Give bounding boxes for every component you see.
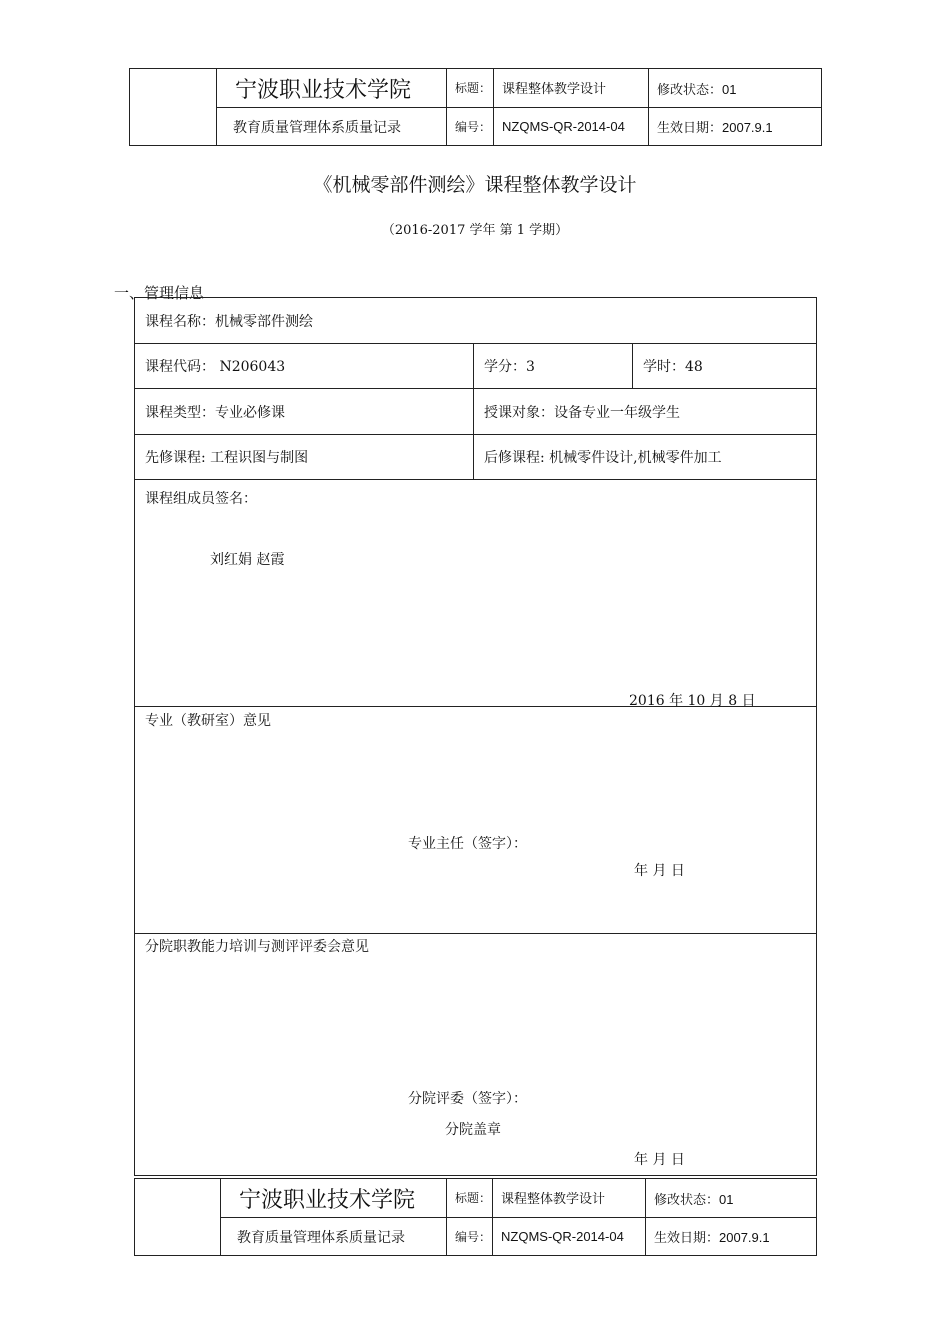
quality-system-bottom: 教育质量管理体系质量记录: [221, 1218, 447, 1256]
members-signatures: 刘红娟 赵霞: [210, 552, 285, 568]
document-title: 《机械零部件测绘》课程整体教学设计: [313, 174, 637, 196]
revision-status-bottom: 修改状态：01: [646, 1179, 817, 1218]
title-label: 标题：: [447, 69, 494, 108]
title-value-bottom: 课程整体教学设计: [493, 1179, 646, 1218]
code-label: 编号：: [447, 108, 494, 146]
title-label-bottom: 标题：: [447, 1179, 493, 1218]
section-heading: 一、管理信息: [114, 284, 205, 302]
header-table-top: [129, 68, 822, 146]
members-date: 2016 年 10 月 8 日: [629, 693, 756, 709]
effective-date-bottom: 生效日期：2007.9.1: [646, 1218, 817, 1256]
prerequisite-course: 先修课程: 工程识图与制图: [135, 435, 474, 480]
department-director-signature: 专业主任（签字）：: [408, 836, 527, 852]
document-subtitle: （2016-2017 学年 第 1 学期）: [381, 223, 569, 238]
department-opinion-label: 专业（教研室）意见: [145, 713, 271, 729]
footer-blank-cell: [135, 1179, 221, 1256]
header-blank-cell: [130, 69, 217, 146]
code-value: NZQMS-QR-2014-04: [494, 108, 649, 146]
course-audience: 授课对象：设备专业一年级学生: [474, 389, 817, 435]
followup-course: 后修课程: 机械零件设计,机械零件加工: [474, 435, 817, 480]
department-opinion-section: [135, 707, 817, 934]
title-value: 课程整体教学设计: [494, 69, 649, 108]
college-stamp: 分院盖章: [445, 1122, 501, 1138]
department-date: 年 月 日: [634, 863, 685, 879]
management-info-table: [134, 297, 817, 1176]
college-date: 年 月 日: [634, 1152, 685, 1168]
header-table-bottom: [134, 1178, 817, 1256]
revision-status: 修改状态：01: [649, 69, 822, 108]
members-section: [135, 480, 817, 707]
course-type: 课程类型：专业必修课: [135, 389, 474, 435]
college-committee-label: 分院职教能力培训与测评评委会意见: [145, 939, 369, 955]
school-name-bottom: 宁波职业技术学院: [221, 1179, 447, 1218]
quality-system: 教育质量管理体系质量记录: [217, 108, 447, 146]
code-value-bottom: NZQMS-QR-2014-04: [493, 1218, 646, 1256]
course-hours: 学时：48: [633, 344, 817, 389]
college-committee-section: [135, 934, 817, 1176]
college-committee-signature: 分院评委（签字）：: [408, 1091, 527, 1107]
code-label-bottom: 编号：: [447, 1218, 493, 1256]
members-label: 课程组成员签名：: [145, 491, 257, 507]
course-credit: 学分：3: [474, 344, 633, 389]
course-name: 课程名称：机械零部件测绘: [135, 298, 817, 344]
school-name: 宁波职业技术学院: [217, 69, 447, 108]
effective-date: 生效日期：2007.9.1: [649, 108, 822, 146]
course-code: 课程代码： N206043: [135, 344, 474, 389]
